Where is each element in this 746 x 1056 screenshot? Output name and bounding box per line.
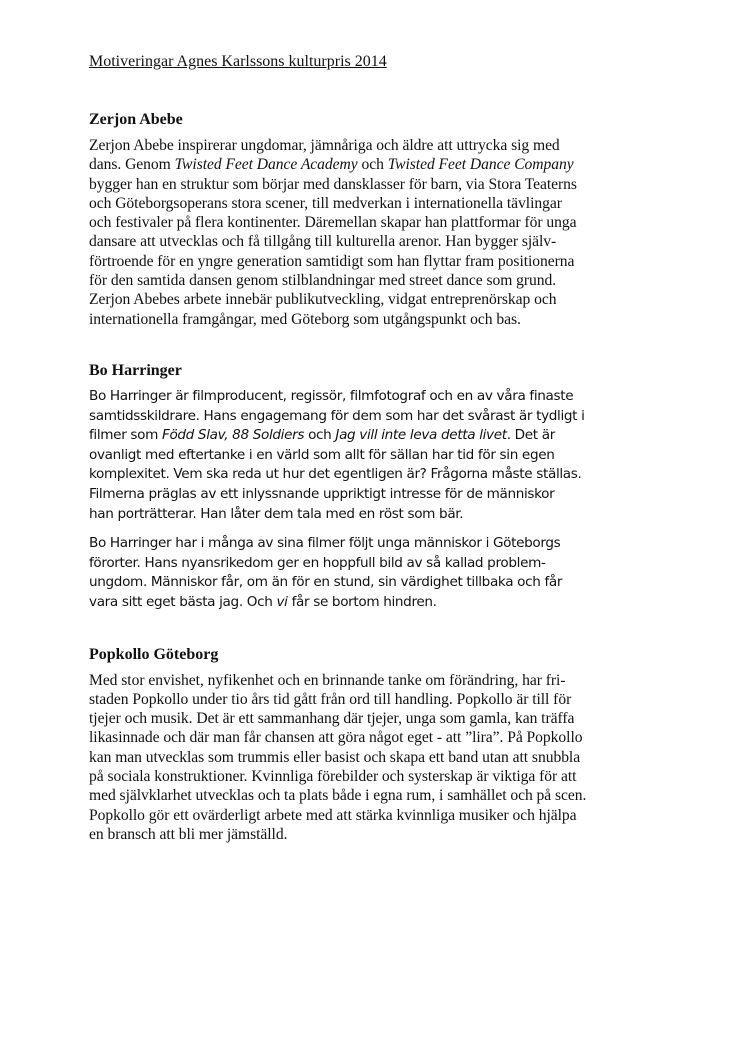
- section-bo-harringer: [89, 361, 664, 613]
- italic-word: vi: [276, 593, 288, 610]
- text-line: förtroende för en yngre generation samtidigt som han flyttar fram positionerna: [89, 252, 575, 270]
- text-line: en bransch att bli mer jämställd.: [89, 825, 288, 843]
- text-line: vara sitt eget bästa jag. Och vi får se bortom hindren.: [89, 593, 437, 610]
- text-line: ovanligt med eftertanke i en värld som allt för sällan har tid för sin egen: [89, 446, 555, 463]
- section-popkollo-goteborg: [89, 645, 664, 845]
- text-line: dansare att utvecklas och få tillgång till kulturella arenor. Han bygger själv-: [89, 233, 557, 251]
- section-body: [89, 671, 664, 845]
- text-line: Bo Harringer är filmproducent, regissör, filmfotograf och en av våra finaste: [89, 387, 574, 404]
- text-line: staden Popkollo under tio års tid gått från ord till handling. Popkollo är till för: [89, 690, 572, 708]
- text-line: bygger han en struktur som börjar med dansklasser för barn, via Stora Teaterns: [89, 175, 577, 193]
- text-line: för den samtida dansen genom stilblandningar med street dance som grund.: [89, 272, 557, 290]
- text-line: komplexitet. Vem ska reda ut hur det egentligen är? Frågorna måste ställas.: [89, 466, 582, 483]
- text-line: Popkollo gör ett ovärderligt arbete med att stärka kvinnliga musiker och hjälpa: [89, 806, 577, 824]
- text-line: likasinnade och där man får chansen att göra något eget - att ”lira”. På Popkollo: [89, 729, 583, 747]
- text-line: tjejer och musik. Det är ett sammanhang där tjejer, unga som gamla, kan träffa: [89, 710, 575, 728]
- text-line: samtidsskildrare. Hans engagemang för dem som har det svårast är tydligt i: [89, 407, 585, 424]
- text-line: filmer som Född Slav, 88 Soldiers och Jag vill inte leva detta livet. Det är: [89, 427, 555, 444]
- section-body: [89, 387, 664, 524]
- text-line: Bo Harringer har i många av sina filmer följt unga människor i Göteborgs: [89, 535, 561, 552]
- section-heading: Zerjon Abebe: [89, 111, 183, 128]
- italic-title: Twisted Feet Dance Company: [387, 156, 574, 174]
- text-line: förorter. Hans nyansrikedom ger en hoppfull bild av så kallad problem-: [89, 554, 546, 571]
- text-line: Zerjon Abebe inspirerar ungdomar, jämnåriga och äldre att uttrycka sig med: [89, 137, 560, 154]
- text-line: med självklarhet utvecklas och ta plats både i egna rum, i samhället och på scen.: [89, 787, 587, 805]
- italic-title: Jag vill inte leva detta livet: [335, 427, 507, 444]
- section-heading: Popkollo Göteborg: [89, 645, 219, 663]
- text-line: och festivaler på flera kontinenter. Däremellan skapar han plattformar för unga: [89, 214, 577, 232]
- document-page: [89, 52, 664, 876]
- text-line: på sociala konstruktioner. Kvinnliga förebilder och systerskap är viktiga för att: [89, 767, 577, 785]
- text-line: han porträtterar. Han låter dem tala med en röst som bär.: [89, 505, 464, 522]
- document-title: Motiveringar Agnes Karlssons kulturpris 2014: [89, 53, 387, 70]
- text-line: Filmerna präglas av ett inlyssnande uppriktigt intresse för de människor: [89, 485, 555, 502]
- section-body-second: [89, 534, 664, 612]
- text-line: Zerjon Abebes arbete innebär publikutveckling, vidgat entreprenörskap och: [89, 291, 557, 309]
- text-line: kan man utvecklas som trummis eller basist och skapa ett band utan att snubbla: [89, 748, 581, 766]
- text-line: Med stor envishet, nyfikenhet och en brinnande tanke om förändring, har fri-: [89, 671, 566, 689]
- section-heading: Bo Harringer: [89, 361, 182, 379]
- text-line: dans. Genom Twisted Feet Dance Academy och Twisted Feet Dance Company: [89, 156, 574, 174]
- italic-title: Twisted Feet Dance Academy: [174, 156, 358, 174]
- text-line: internationella framgångar, med Göteborg som utgångspunkt och bas.: [89, 310, 521, 328]
- text-line: och Göteborgsoperans stora scener, till medverkan i internationella tävlingar: [89, 194, 562, 212]
- text-line: ungdom. Människor får, om än för en stund, sin värdighet tillbaka och får: [89, 574, 563, 591]
- section-zerjon-abebe: [89, 110, 664, 329]
- section-body: [89, 136, 664, 329]
- italic-title: Född Slav, 88 Soldiers: [161, 427, 305, 444]
